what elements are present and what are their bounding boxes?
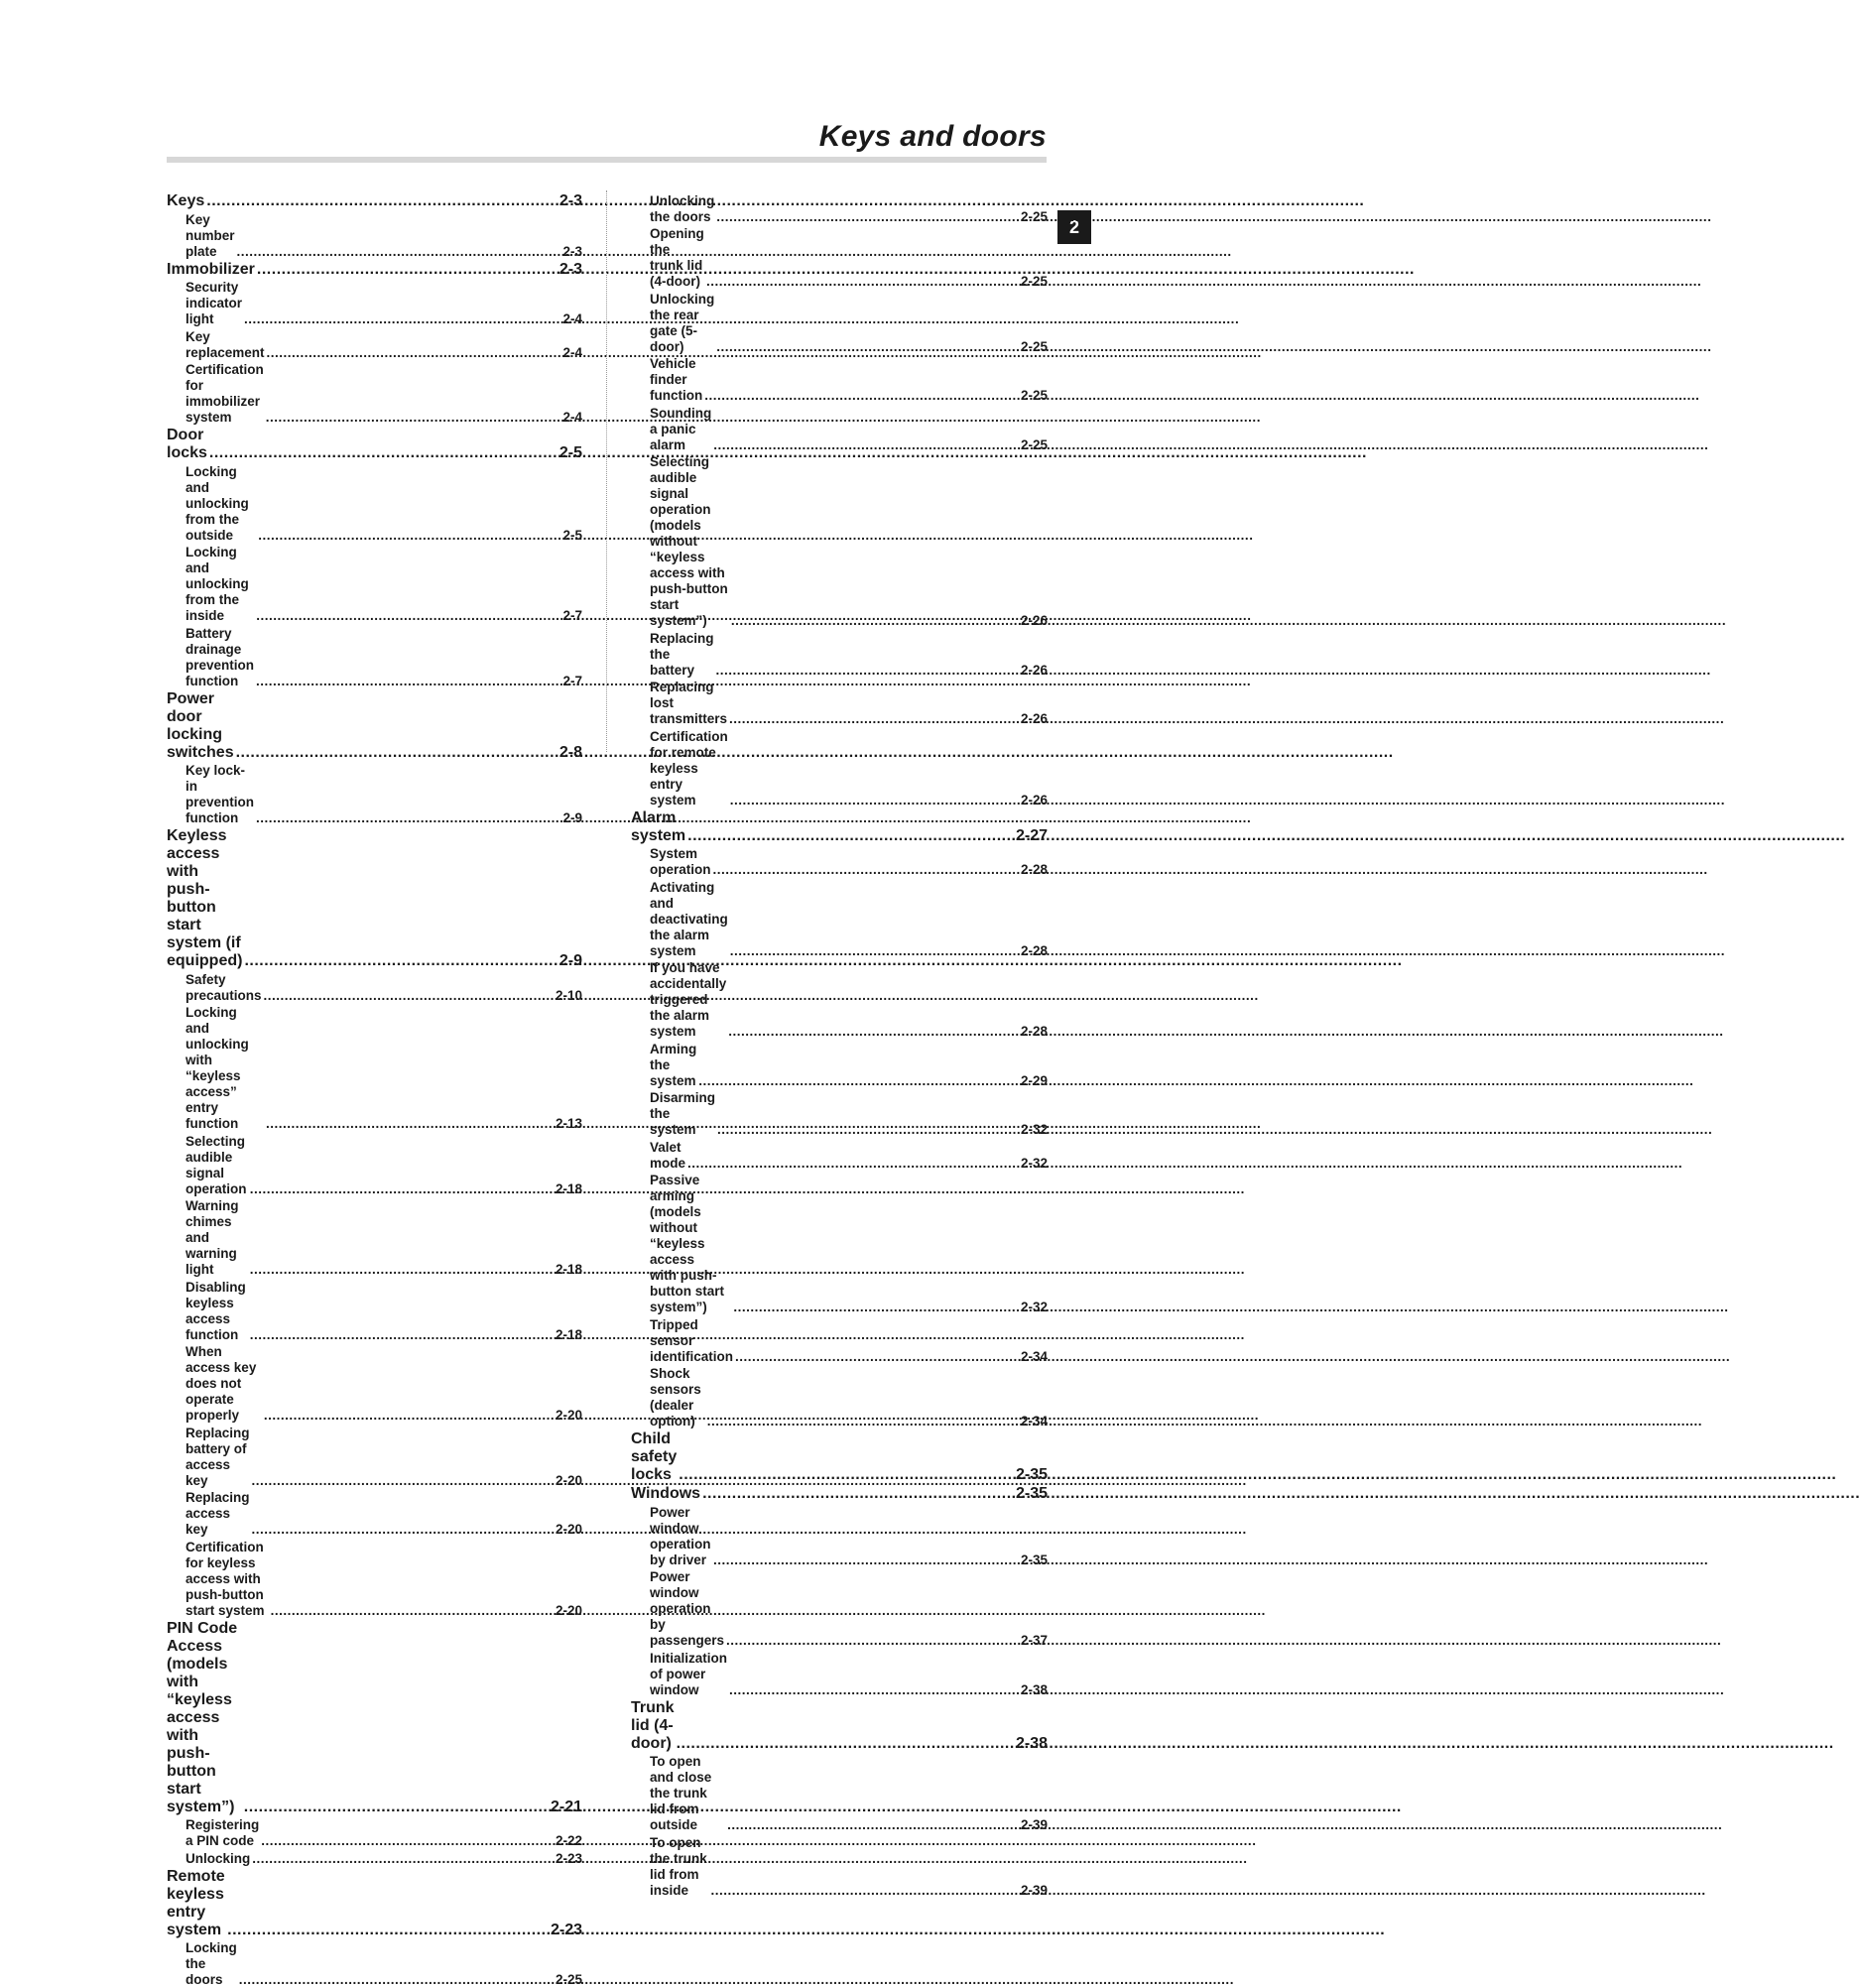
- toc-subsection-entry[interactable]: [631, 880, 1048, 959]
- toc-subsection-entry[interactable]: [167, 763, 583, 826]
- toc-entry-title: Valet mode: [650, 1139, 686, 1171]
- toc-section-entry[interactable]: [167, 1620, 583, 1816]
- toc-dot-leader: [257, 261, 533, 279]
- toc-dot-leader: [252, 1851, 535, 1867]
- toc-entry-title: Warning chimes and warning light: [186, 1198, 239, 1277]
- toc-entry-title: Locking and unlocking from the inside: [186, 545, 249, 623]
- toc-entry-title: Opening the trunk lid (4-door): [650, 226, 704, 289]
- toc-dot-leader: [679, 1466, 992, 1484]
- toc-page-number: 2-5: [562, 527, 582, 543]
- toc-subsection-entry[interactable]: [167, 329, 583, 361]
- toc-page-number: 2-18: [555, 1262, 582, 1277]
- toc-page-number: 2-4: [562, 410, 582, 425]
- toc-page-number: 2-25: [1020, 338, 1048, 354]
- toc-subsection-entry[interactable]: [631, 631, 1048, 679]
- toc-entry-title: System operation: [650, 846, 711, 877]
- toc-page-number: 2-39: [1020, 1882, 1048, 1898]
- toc-dot-leader: [730, 943, 994, 959]
- toc-dot-leader: [710, 1883, 994, 1899]
- toc-entry-title: Replacing the battery: [650, 630, 714, 678]
- toc-dot-leader: [717, 1122, 994, 1138]
- toc-page-number: 2-28: [1020, 1024, 1048, 1039]
- toc-page-number: 2-25: [1020, 388, 1048, 403]
- toc-entry-title: Certification for remote keyless entry system: [650, 728, 728, 808]
- toc-page-number: 2-38: [1015, 1734, 1048, 1752]
- page-title: Keys and doors: [818, 120, 1047, 153]
- toc-entry-title: Arming the system: [650, 1041, 697, 1088]
- toc-dot-leader: [716, 663, 994, 679]
- toc-subsection-entry[interactable]: [631, 406, 1048, 453]
- toc-page-number: 2-3: [558, 260, 582, 278]
- toc-subsection-entry[interactable]: [631, 1366, 1048, 1429]
- toc-entry-title: To open the trunk lid from inside: [650, 1834, 707, 1898]
- toc-dot-leader: [236, 744, 533, 762]
- toc-page-number: 2-38: [1020, 1681, 1048, 1697]
- toc-entry-title: Vehicle finder function: [650, 356, 703, 403]
- toc-column-left: [167, 191, 583, 1988]
- title-underline: [167, 157, 1047, 163]
- toc-page-number: 2-4: [562, 311, 582, 326]
- toc-page-number: 2-34: [1020, 1348, 1048, 1364]
- toc-page-number: 2-37: [1020, 1633, 1048, 1648]
- toc-subsection-entry[interactable]: [631, 1317, 1048, 1365]
- toc-subsection-entry[interactable]: [631, 193, 1048, 225]
- toc-column-right: [631, 191, 1048, 1899]
- toc-entry-title: To open and close the trunk lid from outside: [650, 1754, 712, 1832]
- toc-dot-leader: [727, 1817, 994, 1833]
- toc-entry-title: Passive arming (models without “keyless access with push-button start system”): [650, 1173, 724, 1314]
- toc-entry-title: Disarming the system: [650, 1090, 716, 1137]
- toc-subsection-entry[interactable]: [167, 280, 583, 327]
- toc-entry-title: When access key does not operate properly: [186, 1344, 257, 1423]
- toc-page-number: 2-34: [1020, 1414, 1048, 1429]
- toc-subsection-entry[interactable]: [631, 1090, 1048, 1138]
- toc-section-entry[interactable]: [631, 1430, 1048, 1484]
- toc-entry-title: Activating and deactivating the alarm system: [650, 879, 728, 958]
- toc-subsection-entry[interactable]: [167, 1426, 583, 1489]
- toc-dot-leader: [698, 1073, 994, 1089]
- toc-page-number: 2-20: [555, 1408, 582, 1423]
- toc-page-number: 2-8: [558, 743, 582, 761]
- toc-dot-leader: [250, 1181, 535, 1197]
- toc-dot-leader: [256, 810, 535, 826]
- toc-entry-title: Security indicator light: [186, 280, 243, 326]
- toc-subsection-entry[interactable]: [167, 1817, 583, 1849]
- toc-dot-leader: [256, 608, 535, 624]
- toc-page-number: 2-32: [1020, 1122, 1048, 1137]
- toc-dot-leader: [258, 528, 535, 544]
- toc-dot-leader: [729, 711, 994, 727]
- toc-entry-title: Remote keyless entry system: [167, 1867, 225, 1938]
- toc-page-number: 2-20: [555, 1522, 582, 1537]
- toc-dot-leader: [707, 1414, 994, 1429]
- toc-dot-leader: [713, 437, 994, 453]
- toc-dot-leader: [730, 793, 994, 808]
- toc-page-number: 2-22: [555, 1833, 582, 1848]
- toc-page-number: 2-26: [1020, 662, 1048, 678]
- toc-section-entry[interactable]: [167, 690, 583, 762]
- toc-page-number: 2-7: [562, 608, 582, 623]
- toc-page-number: 2-5: [558, 444, 582, 461]
- toc-dot-leader: [252, 1473, 535, 1489]
- toc-dot-leader: [252, 1522, 535, 1538]
- column-divider: [606, 190, 607, 752]
- toc-page-number: 2-13: [555, 1116, 582, 1131]
- toc-subsection-entry[interactable]: [167, 362, 583, 426]
- toc-dot-leader: [264, 1408, 535, 1424]
- toc-page-number: 2-25: [1020, 436, 1048, 452]
- toc-subsection-entry[interactable]: [631, 1651, 1048, 1698]
- toc-page-number: 2-20: [555, 1472, 582, 1488]
- toc-dot-leader: [250, 1262, 535, 1278]
- toc-section-entry[interactable]: [167, 427, 583, 462]
- toc-subsection-entry[interactable]: [631, 1042, 1048, 1089]
- toc-entry-title: If you have accidentally triggered the alarm system: [650, 960, 727, 1039]
- toc-section-entry[interactable]: [631, 1485, 1048, 1503]
- toc-dot-leader: [687, 827, 992, 845]
- toc-subsection-entry[interactable]: [631, 1505, 1048, 1568]
- toc-dot-leader: [271, 1603, 535, 1619]
- toc-entry-title: PIN Code Access (models with “keyless access with push-button start system”): [167, 1619, 238, 1815]
- toc-entry-title: Alarm system: [631, 808, 686, 844]
- toc-entry-title: Key number plate: [186, 211, 235, 259]
- toc-subsection-entry[interactable]: [631, 1173, 1048, 1315]
- toc-entry-title: Locking the doors: [186, 1940, 237, 1987]
- toc-page-number: 2-25: [555, 1972, 582, 1987]
- toc-subsection-entry[interactable]: [631, 680, 1048, 727]
- toc-entry-title: Disabling keyless access function: [186, 1279, 246, 1342]
- toc-page-number: 2-29: [1020, 1072, 1048, 1088]
- toc-dot-leader: [716, 339, 994, 355]
- toc-section-entry[interactable]: [167, 261, 583, 279]
- toc-subsection-entry[interactable]: [167, 626, 583, 689]
- toc-page-number: 2-27: [1015, 826, 1048, 844]
- toc-page-number: 2-4: [562, 344, 582, 360]
- toc-page-number: 2-39: [1020, 1817, 1048, 1832]
- toc-page-number: 2-23: [550, 1921, 582, 1938]
- toc-dot-leader: [726, 1633, 994, 1649]
- toc-entry-title: Battery drainage prevention function: [186, 625, 255, 688]
- toc-subsection-entry[interactable]: [631, 292, 1048, 355]
- toc-entry-title: Safety precautions: [186, 971, 262, 1003]
- toc-dot-leader: [735, 1349, 994, 1365]
- toc-entry-title: Locking and unlocking with “keyless access” entry function: [186, 1005, 249, 1131]
- toc-dot-leader: [677, 1735, 992, 1753]
- toc-page-number: 2-25: [1020, 208, 1048, 224]
- toc-dot-leader: [267, 345, 535, 361]
- toc-dot-leader: [728, 1024, 994, 1040]
- toc-page-number: 2-3: [562, 243, 582, 259]
- toc-section-entry[interactable]: [167, 827, 583, 970]
- toc-subsection-entry[interactable]: [167, 1344, 583, 1424]
- toc-page-number: 2-21: [550, 1798, 582, 1815]
- toc-subsection-entry[interactable]: [167, 545, 583, 624]
- toc-subsection-entry[interactable]: [631, 1140, 1048, 1172]
- toc-entry-title: Unlocking the doors: [650, 192, 715, 224]
- toc-page-number: 2-9: [562, 810, 582, 825]
- toc-entry-title: Trunk lid (4-door): [631, 1698, 675, 1752]
- toc-dot-leader: [731, 613, 994, 629]
- toc-page-number: 2-32: [1020, 1300, 1048, 1314]
- toc-dot-leader: [244, 952, 533, 970]
- toc-page-number: 2-20: [555, 1602, 582, 1618]
- toc-dot-leader: [206, 192, 533, 210]
- toc-subsection-entry[interactable]: [631, 1754, 1048, 1833]
- toc-dot-leader: [716, 209, 994, 225]
- toc-entry-title: Power door locking switches: [167, 689, 234, 761]
- toc-dot-leader: [209, 444, 533, 462]
- toc-dot-leader: [227, 1922, 533, 1939]
- toc-subsection-entry[interactable]: [167, 972, 583, 1004]
- toc-dot-leader: [239, 1972, 535, 1988]
- toc-page-number: 2-23: [555, 1850, 582, 1866]
- toc-entry-title: Replacing access key: [186, 1490, 250, 1537]
- toc-page-number: 2-32: [1020, 1155, 1048, 1171]
- toc-section-entry[interactable]: [167, 1868, 583, 1939]
- toc-entry-title: Power window operation by passengers: [650, 1569, 725, 1648]
- toc-subsection-entry[interactable]: [167, 464, 583, 544]
- toc-subsection-entry[interactable]: [167, 1134, 583, 1197]
- toc-entry-title: Replacing lost transmitters: [650, 680, 728, 726]
- toc-subsection-entry[interactable]: [631, 846, 1048, 878]
- toc-subsection-entry[interactable]: [167, 212, 583, 260]
- toc-subsection-entry[interactable]: [167, 1940, 583, 1988]
- toc-dot-leader: [244, 311, 535, 327]
- toc-entry-title: Door locks: [167, 427, 207, 461]
- toc-subsection-entry[interactable]: [631, 1569, 1048, 1649]
- toc-page-number: 2-26: [1020, 711, 1048, 726]
- toc-page-number: 2-35: [1015, 1466, 1048, 1483]
- toc-section-entry[interactable]: [631, 1699, 1048, 1753]
- toc-page-number: 2-35: [1020, 1552, 1048, 1567]
- toc-dot-leader: [729, 1682, 994, 1698]
- toc-subsection-entry[interactable]: [167, 1280, 583, 1343]
- toc-dot-leader: [261, 1833, 535, 1849]
- toc-dot-leader: [733, 1300, 994, 1315]
- toc-page-number: 2-28: [1020, 862, 1048, 877]
- toc-subsection-entry[interactable]: [631, 356, 1048, 404]
- toc-entry-title: Keys: [167, 192, 205, 209]
- toc-entry-title: Child safety locks: [631, 1430, 678, 1483]
- toc-page-number: 2-9: [558, 952, 582, 969]
- toc-page-number: 2-18: [555, 1180, 582, 1196]
- toc-dot-leader: [687, 1156, 994, 1172]
- toc-entry-title: Unlocking the rear gate (5-door): [650, 291, 715, 354]
- toc-page-number: 2-10: [555, 987, 582, 1003]
- toc-entry-title: Keyless access with push-button start system (if equipped): [167, 827, 243, 969]
- toc-page-number: 2-26: [1020, 792, 1048, 808]
- toc-entry-title: Selecting audible signal operation (models without “keyless access with push-button start system”): [650, 454, 728, 628]
- toc-dot-leader: [702, 1485, 992, 1503]
- toc-page-number: 2-26: [1020, 613, 1048, 628]
- toc-subsection-entry[interactable]: [631, 1835, 1048, 1899]
- toc-subsection-entry[interactable]: [167, 1540, 583, 1619]
- toc-page-number: 2-35: [1015, 1485, 1048, 1502]
- toc-entry-title: Certification for immobilizer system: [186, 362, 264, 425]
- toc-subsection-entry[interactable]: [167, 1005, 583, 1132]
- toc-section-entry[interactable]: [631, 809, 1048, 845]
- toc-entry-title: Key replacement: [186, 328, 265, 360]
- toc-dot-leader: [250, 1327, 535, 1343]
- toc-entry-title: Shock sensors (dealer option): [650, 1366, 701, 1429]
- toc-entry-title: Selecting audible signal operation: [186, 1133, 247, 1196]
- toc-subsection-entry[interactable]: [631, 454, 1048, 629]
- toc-dot-leader: [256, 674, 535, 689]
- chapter-number: 2: [1068, 216, 1079, 237]
- toc-subsection-entry[interactable]: [167, 1851, 583, 1867]
- toc-dot-leader: [264, 988, 535, 1004]
- toc-dot-leader: [713, 1553, 994, 1568]
- toc-entry-title: Immobilizer: [167, 260, 255, 278]
- toc-entry-title: Initialization of power window: [650, 1650, 728, 1697]
- toc-dot-leader: [237, 244, 536, 260]
- toc-page-number: 2-3: [558, 192, 582, 209]
- toc-subsection-entry[interactable]: [167, 1198, 583, 1278]
- toc-entry-title: Tripped sensor identification: [650, 1316, 733, 1364]
- toc-entry-title: Key lock-in prevention function: [186, 763, 255, 825]
- toc-entry-title: Unlocking: [186, 1850, 251, 1866]
- toc-dot-leader: [244, 1799, 533, 1816]
- toc-entry-title: Registering a PIN code: [186, 1817, 260, 1848]
- toc-entry-title: Sounding a panic alarm: [650, 405, 712, 452]
- toc-page-number: 2-18: [555, 1326, 582, 1342]
- toc-subsection-entry[interactable]: [167, 1490, 583, 1538]
- toc-page-number: 2-25: [1020, 274, 1048, 289]
- toc-dot-leader: [266, 1116, 535, 1132]
- toc-subsection-entry[interactable]: [631, 960, 1048, 1040]
- toc-entry-title: Power window operation by driver: [650, 1504, 711, 1567]
- toc-entry-title: Replacing battery of access key: [186, 1425, 250, 1488]
- toc-dot-leader: [713, 862, 995, 878]
- toc-section-entry[interactable]: [167, 192, 583, 210]
- toc-dot-leader: [704, 388, 994, 404]
- toc-page-number: 2-7: [562, 673, 582, 688]
- toc-subsection-entry[interactable]: [631, 729, 1048, 808]
- toc-dot-leader: [266, 410, 535, 426]
- toc-dot-leader: [706, 274, 994, 290]
- toc-entry-title: Windows: [631, 1485, 701, 1502]
- toc-entry-title: Locking and unlocking from the outside: [186, 463, 249, 543]
- toc-entry-title: Certification for keyless access with push-button start system: [186, 1539, 265, 1618]
- toc-page-number: 2-28: [1020, 942, 1048, 958]
- toc-subsection-entry[interactable]: [631, 226, 1048, 290]
